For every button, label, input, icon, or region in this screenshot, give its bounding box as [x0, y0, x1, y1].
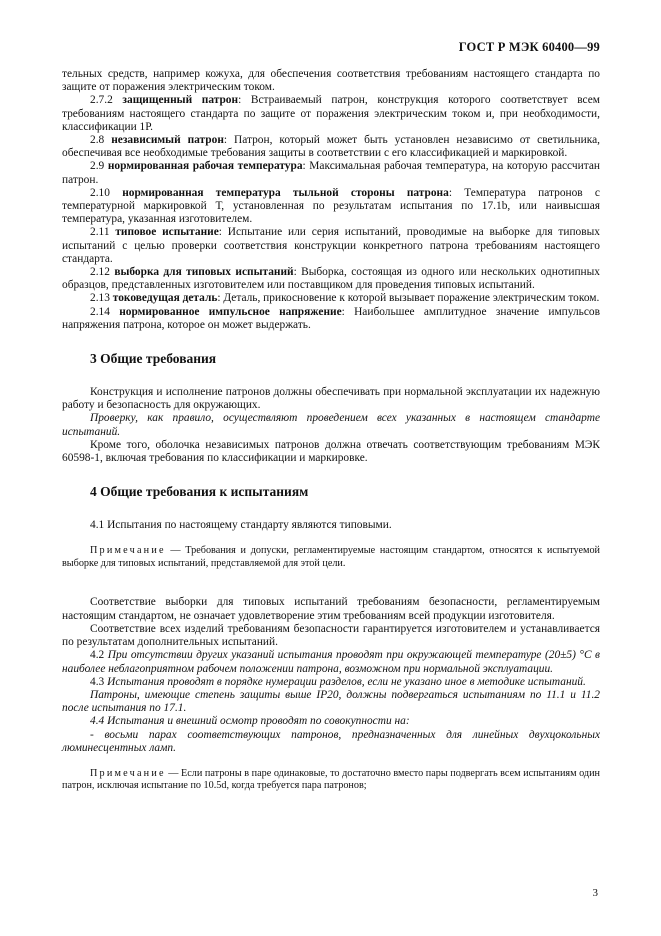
list-item: - восьми парах соответствующих патронов, предназначенных для линейных двухцокольных люминесцентных ламп. [62, 728, 600, 754]
clause-2-13: 2.13 токоведущая деталь: Деталь, прикосновение к которой вызывает поражение электрическим током. [90, 292, 600, 305]
clause-2-11: 2.11 типовое испытание: Испытание или серия испытаний, проводимые на выборке для типовых испытаний с целью проверки соответствия конструкции конкретного патрона требованиям настоящего стандарта. [62, 226, 600, 265]
section-3-paragraph: Проверку, как правило, осуществляют проведением всех указанных в настоящем стандарте испытаний. [62, 412, 600, 438]
section-4-paragraph: Соответствие всех изделий требованиям безопасности гарантируется изготовителем и устанавливается по результатам дополнительных испытаний. [62, 622, 600, 649]
section-4-paragraph: Патроны, имеющие степень защиты выше IP20, должны подвергаться испытаниям по 11.1 и 11.2 после испытания по 17.1. [62, 688, 600, 715]
page-number: 3 [592, 887, 598, 899]
clause-2-10: 2.10 нормированная температура тыльной стороны патрона: Температура патронов с температурной маркировкой Т, установленная по результатам испытания по 17.1b, или наивысшая температура, указанная изготовителем. [62, 186, 600, 226]
paragraph: тельных средств, например кожуха, для обеспечения соответствия требованиям настоящего стандарта по защите от поражения электрическим током. [62, 68, 600, 94]
section-3-heading: 3 Общие требования [90, 351, 217, 367]
clause-2-7-2: 2.7.2 защищенный патрон: Встраиваемый патрон, конструкция которого соответствует всем требованиям настоящего стандарта по защите от поражения электрическим током и, при необходимости, классификации 1Р. [62, 94, 600, 133]
section-3-paragraph: Кроме того, оболочка независимых патронов должна отвечать соответствующим требованиям МЭК 60598-1, включая требования по классификации и маркировке. [62, 438, 600, 465]
note: Примечание — Если патроны в паре одинаковые, то достаточно вместо пары подвергать всем испытаниям один патрон, исключая испытание по 10.5d, когда требуется пара патронов; [62, 767, 600, 792]
clause-2-9: 2.9 нормированная рабочая температура: Максимальная рабочая температура, на которую рассчитан патрон. [62, 160, 600, 186]
note: Примечание — Требования и допуски, регламентируемые настоящим стандартом, относятся к испытуемой выборке для типовых испытаний, представляемой для этой цели. [62, 545, 600, 569]
clause-4-4: 4.4 Испытания и внешний осмотр проводят по совокупности на: [90, 715, 410, 728]
section-4-heading: 4 Общие требования к испытаниям [90, 484, 309, 500]
clause-4-1: 4.1 Испытания по настоящему стандарту являются типовыми. [90, 519, 392, 532]
clause-2-8: 2.8 независимый патрон: Патрон, который может быть установлен независимо от светильника, обеспечивая все необходимые требования защиты в соответствии с его классификацией и маркировкой. [62, 134, 601, 160]
document-body [62, 68, 600, 793]
clause-4-3: 4.3 Испытания проводят в порядке нумерации разделов, если не указано иное в методике испытаний. [90, 675, 586, 688]
document-header: ГОСТ Р МЭК 60400—99 [458, 40, 600, 54]
clause-4-2: 4.2 При отсутствии других указаний испытания проводят при окружающей температуре (20±5) °С в наиболее неблагоприятном рабочем положении патрона, возможном при нормальной эксплуатации. [62, 649, 600, 675]
clause-2-12: 2.12 выборка для типовых испытаний: Выборка, состоящая из одного или нескольких однотипных образцов, представленных изготовителем или поставщиком для проведения типовых испытаний. [62, 266, 600, 292]
section-3-paragraph: Конструкция и исполнение патронов должны обеспечивать при нормальной эксплуатации их надежную работу и безопасность для окружающих. [62, 386, 600, 412]
clause-2-14: 2.14 нормированное импульсное напряжение: Наибольшее амплитудное значение импульсов напряжения патрона, которое он может выдержать. [62, 305, 600, 331]
section-4-paragraph: Соответствие выборки для типовых испытаний требованиям безопасности, регламентируемым настоящим стандартом, не означает удовлетворение этим требованиям всей продукции изготовителя. [62, 596, 600, 622]
